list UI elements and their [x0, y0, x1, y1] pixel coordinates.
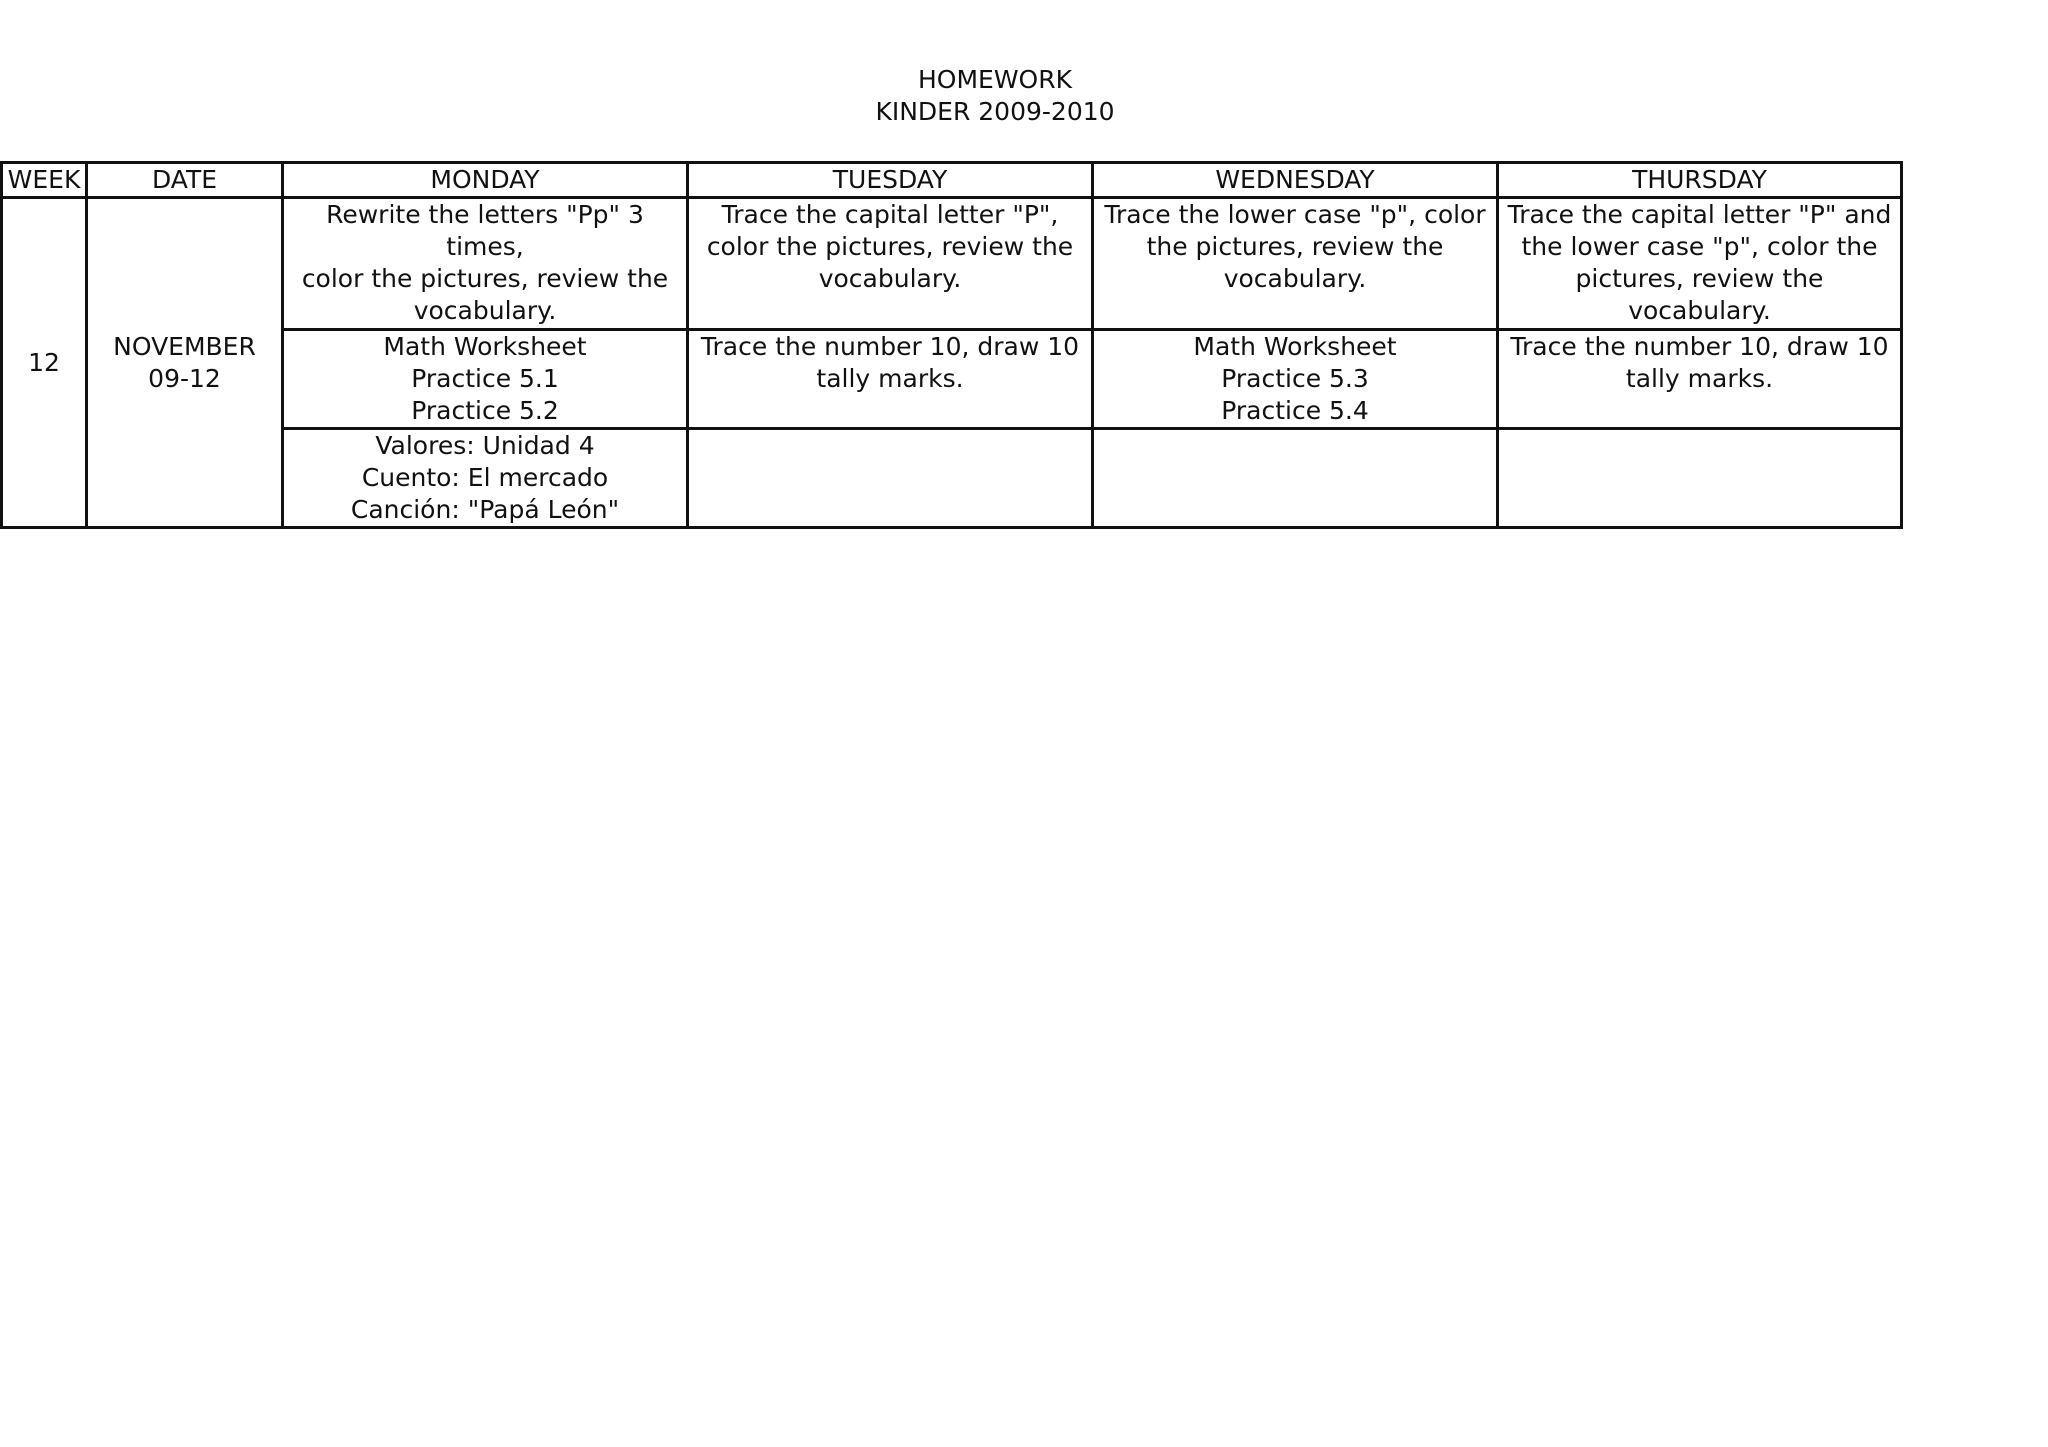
column-header-monday: MONDAY — [283, 163, 688, 198]
table-row — [2, 330, 1902, 429]
task-line: the lower case "p", color the — [1521, 232, 1878, 261]
task-line: the pictures, review the — [1146, 232, 1444, 261]
task-cell-monday — [283, 330, 688, 429]
task-line: Practice 5.2 — [411, 396, 559, 425]
task-line: vocabulary. — [413, 296, 557, 325]
task-line: Math Worksheet — [1193, 332, 1397, 361]
task-line: Practice 5.4 — [1221, 396, 1369, 425]
table-row — [2, 429, 1902, 528]
task-line: tally marks. — [816, 364, 964, 393]
task-cell-wednesday — [1093, 330, 1498, 429]
task-line: Trace the number 10, draw 10 — [700, 332, 1080, 361]
task-line: Trace the capital letter "P", — [721, 200, 1059, 229]
task-cell-monday — [283, 429, 688, 528]
task-line: Trace the capital letter "P" and — [1507, 200, 1892, 229]
task-line: Trace the number 10, draw 10 — [1510, 332, 1889, 361]
date-cell — [87, 198, 283, 528]
table-row — [2, 198, 1902, 330]
table-header-row — [2, 163, 1902, 198]
task-cell-thursday — [1498, 330, 1902, 429]
document-header — [0, 64, 1990, 128]
task-line: Cuento: El mercado — [361, 463, 609, 492]
page-title: HOMEWORK — [917, 65, 1072, 94]
date-range: 09-12 — [148, 363, 221, 393]
column-header-week: WEEK — [2, 163, 87, 198]
task-cell-tuesday — [688, 429, 1093, 528]
date-month: NOVEMBER — [113, 331, 256, 361]
task-cell-thursday — [1498, 198, 1902, 330]
task-line: Trace the lower case "p", color — [1104, 200, 1486, 229]
column-header-tuesday: TUESDAY — [688, 163, 1093, 198]
task-line: vocabulary. — [818, 264, 962, 293]
column-header-thursday: THURSDAY — [1498, 163, 1902, 198]
week-number: 12 — [28, 347, 60, 377]
task-line: tally marks. — [1625, 364, 1774, 393]
task-cell-monday — [283, 198, 688, 330]
task-cell-wednesday — [1093, 429, 1498, 528]
task-cell-tuesday — [688, 198, 1093, 330]
task-cell-tuesday — [688, 330, 1093, 429]
week-cell — [2, 198, 87, 528]
task-line: Valores: Unidad 4 — [375, 431, 595, 460]
task-line: vocabulary. — [1628, 296, 1771, 325]
column-header-wednesday: WEDNESDAY — [1093, 163, 1498, 198]
task-line: Canción: "Papá León" — [350, 495, 620, 524]
task-line: Practice 5.1 — [411, 364, 559, 393]
task-line: Math Worksheet — [383, 332, 587, 361]
column-header-date: DATE — [87, 163, 283, 198]
homework-table — [0, 161, 1903, 529]
page-subtitle: KINDER 2009-2010 — [875, 97, 1115, 126]
task-line: color the pictures, review the — [706, 232, 1074, 261]
task-cell-wednesday — [1093, 198, 1498, 330]
task-line: Practice 5.3 — [1221, 364, 1369, 393]
task-line: Rewrite the letters "Pp" 3 times, — [326, 200, 644, 261]
task-line: pictures, review the — [1575, 264, 1824, 293]
task-cell-thursday — [1498, 429, 1902, 528]
task-line: vocabulary. — [1223, 264, 1367, 293]
task-line: color the pictures, review the — [301, 264, 669, 293]
